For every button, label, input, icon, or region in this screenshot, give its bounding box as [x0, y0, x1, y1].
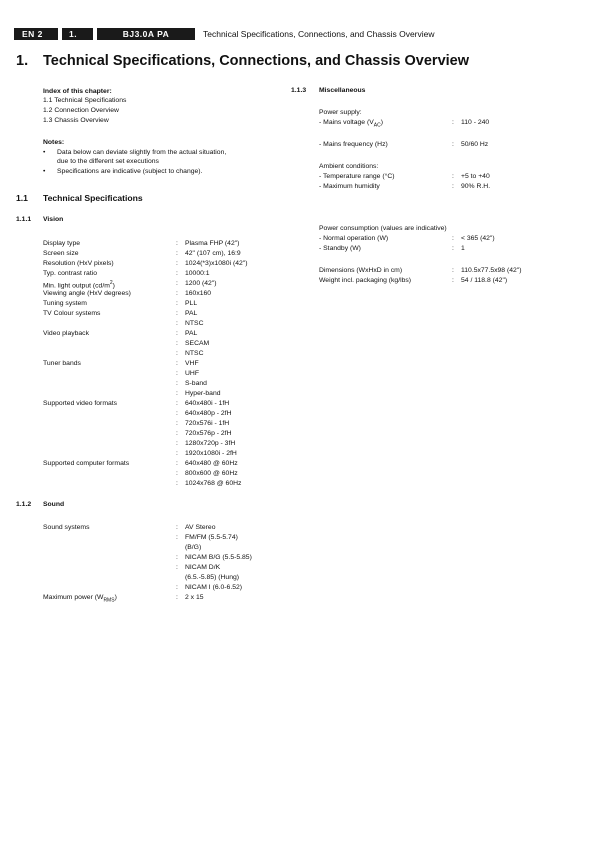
spec-label: Supported computer formats	[43, 460, 130, 467]
colon: :	[176, 430, 178, 437]
weight-value: 54 / 118.8 (42")	[461, 277, 508, 284]
note-line: Data below can deviate slightly from the actual situation,	[57, 149, 227, 156]
colon: :	[176, 360, 178, 367]
colon: :	[176, 584, 178, 591]
spec-label: Screen size	[43, 250, 79, 257]
spec-label: Supported video formats	[43, 400, 118, 407]
colon: :	[176, 400, 178, 407]
chapter-title	[16, 53, 469, 69]
bullet-icon: •	[43, 168, 46, 175]
notes-heading: Notes:	[43, 139, 65, 146]
colon: :	[176, 524, 178, 531]
weight-label: Weight incl. packaging (kg/lbs)	[319, 277, 412, 284]
ambient-label: Ambient conditions:	[319, 163, 379, 170]
colon: :	[176, 250, 178, 257]
colon: :	[452, 277, 454, 284]
spec-label: Tuner bands	[43, 360, 81, 367]
colon: :	[176, 380, 178, 387]
subsection-number: 1.1.3	[291, 87, 307, 94]
spec-value: VHF	[185, 360, 199, 367]
header-model-tag: BJ3.0A PA	[97, 28, 195, 40]
spec-value: 1280x720p - 3fH	[185, 440, 236, 447]
colon: :	[452, 235, 454, 242]
spec-value: 10000:1	[185, 270, 210, 277]
spec-value: 640x480 @ 60Hz	[185, 460, 238, 467]
spec-value: PLL	[185, 300, 198, 307]
colon: :	[176, 350, 178, 357]
spec-label: Sound systems	[43, 524, 90, 531]
spec-value: NTSC	[185, 320, 204, 327]
bullet-icon: •	[43, 149, 46, 156]
header-language-tag: EN 2	[14, 28, 58, 40]
colon: :	[176, 290, 178, 297]
spec-value: 160x160	[185, 290, 212, 297]
spec-value: 640x480p - 2fH	[185, 410, 232, 417]
spec-value: AV Stereo	[185, 524, 216, 531]
colon: :	[176, 420, 178, 427]
humidity-value: 90% R.H.	[461, 183, 491, 190]
humidity-label: - Maximum humidity	[319, 183, 380, 190]
section-title: Technical Specifications	[43, 193, 143, 203]
colon: :	[176, 310, 178, 317]
spec-value: 720x576p - 2fH	[185, 430, 232, 437]
colon: :	[176, 300, 178, 307]
note-line: Specifications are indicative (subject to change).	[57, 168, 203, 175]
index-heading: Index of this chapter:	[43, 88, 112, 95]
colon: :	[176, 480, 178, 487]
subsection-number: 1.1.1	[16, 216, 32, 223]
spec-value: (6.5.-5.85) (Hung)	[185, 574, 240, 581]
spec-value: S-band	[185, 380, 207, 387]
dimensions-value: 110.5x77.5x98 (42")	[461, 267, 522, 274]
spec-label: Display type	[43, 240, 81, 247]
header-chapter-tag: 1.	[62, 28, 93, 40]
index-item: 1.3 Chassis Overview	[43, 117, 109, 124]
spec-value: NICAM D/K	[185, 564, 221, 571]
subsection-title: Sound	[43, 501, 65, 508]
colon: :	[452, 267, 454, 274]
index-item: 1.1 Technical Specifications	[43, 97, 127, 104]
spec-value: (B/G)	[185, 544, 202, 551]
spec-label: Typ. contrast ratio	[43, 270, 98, 277]
standby-value: 1	[461, 245, 465, 252]
colon: :	[176, 410, 178, 417]
colon: :	[176, 240, 178, 247]
spec-value: NTSC	[185, 350, 204, 357]
colon: :	[176, 390, 178, 397]
colon: :	[452, 119, 454, 126]
colon: :	[176, 330, 178, 337]
subsection-title: Vision	[43, 216, 64, 223]
spec-label: Maximum power $(W_{RMS})$	[43, 594, 117, 604]
colon: :	[452, 183, 454, 190]
colon: :	[176, 320, 178, 327]
colon: :	[176, 564, 178, 571]
spec-value: NICAM I (6.0-6.52)	[185, 584, 243, 591]
spec-value: PAL	[185, 330, 198, 337]
subsection-title: Miscellaneous	[319, 87, 366, 94]
spec-value: NICAM B/G (5.5-5.85)	[185, 554, 252, 561]
colon: :	[452, 141, 454, 148]
index-item: 1.2 Connection Overview	[43, 107, 119, 114]
normal-operation-value: < 365 (42")	[461, 235, 495, 242]
spec-value: SECAM	[185, 340, 210, 347]
power-supply-label: Power supply:	[319, 109, 362, 116]
colon: :	[176, 470, 178, 477]
spec-value: 640x480i - 1fH	[185, 400, 230, 407]
spec-value: Plasma FHP (42")	[185, 240, 240, 247]
spec-label: Min. light output $(cd/m^2)$	[43, 280, 115, 290]
spec-label: Tuning system	[43, 300, 87, 307]
spec-value: 2 x 15	[185, 594, 204, 601]
colon: :	[176, 440, 178, 447]
normal-operation-label: - Normal operation (W)	[319, 235, 389, 242]
power-consumption-label: Power consumption (values are indicative)	[319, 225, 447, 232]
mains-voltage-value: 110 - 240	[461, 119, 490, 126]
colon: :	[176, 594, 178, 601]
spec-value: PAL	[185, 310, 198, 317]
spec-label: Video playback	[43, 330, 89, 337]
spec-value: 1200 (42")	[185, 280, 217, 287]
colon: :	[176, 450, 178, 457]
chapter-title-text: Technical Specifications, Connections, and Chassis Overview	[43, 53, 470, 69]
mains-frequency-label: - Mains frequency (Hz)	[319, 141, 388, 148]
spec-label: TV Colour systems	[43, 310, 101, 317]
colon: :	[176, 534, 178, 541]
subsection-number: 1.1.2	[16, 501, 32, 508]
colon: :	[176, 270, 178, 277]
spec-value: FM/FM (5.5-5.74)	[185, 534, 238, 541]
spec-value: 1024x768 @ 60Hz	[185, 480, 242, 487]
spec-value: UHF	[185, 370, 199, 377]
dimensions-label: Dimensions (WxHxD in cm)	[319, 267, 403, 274]
spec-label: Viewing angle (HxV degrees)	[43, 290, 131, 297]
section-number: 1.1	[16, 193, 28, 203]
temperature-label: - Temperature range (°C)	[319, 173, 395, 180]
colon: :	[452, 245, 454, 252]
colon: :	[452, 173, 454, 180]
note-line: due to the different set executions	[57, 158, 159, 165]
colon: :	[176, 280, 178, 287]
colon: :	[176, 340, 178, 347]
spec-label: Resolution (HxV pixels)	[43, 260, 114, 267]
spec-value: 42" (107 cm), 16:9	[185, 250, 241, 257]
mains-frequency-value: 50/60 Hz	[461, 141, 489, 148]
colon: :	[176, 554, 178, 561]
colon: :	[176, 370, 178, 377]
colon: :	[176, 260, 178, 267]
chapter-number: 1.	[16, 53, 29, 69]
colon: :	[176, 460, 178, 467]
mains-voltage-label: - Mains voltage $(V_{AC})$	[319, 119, 383, 129]
spec-value: 720x576i - 1fH	[185, 420, 230, 427]
spec-value: Hyper-band	[185, 390, 221, 397]
header-title: Technical Specifications, Connections, and Chassis Overview	[203, 29, 435, 39]
spec-value: 1024(*3)x1080i (42")	[185, 260, 248, 267]
spec-value: 1920x1080i - 2fH	[185, 450, 237, 457]
standby-label: - Standby (W)	[319, 245, 361, 252]
temperature-value: +5 to +40	[461, 173, 490, 180]
spec-value: 800x600 @ 60Hz	[185, 470, 238, 477]
